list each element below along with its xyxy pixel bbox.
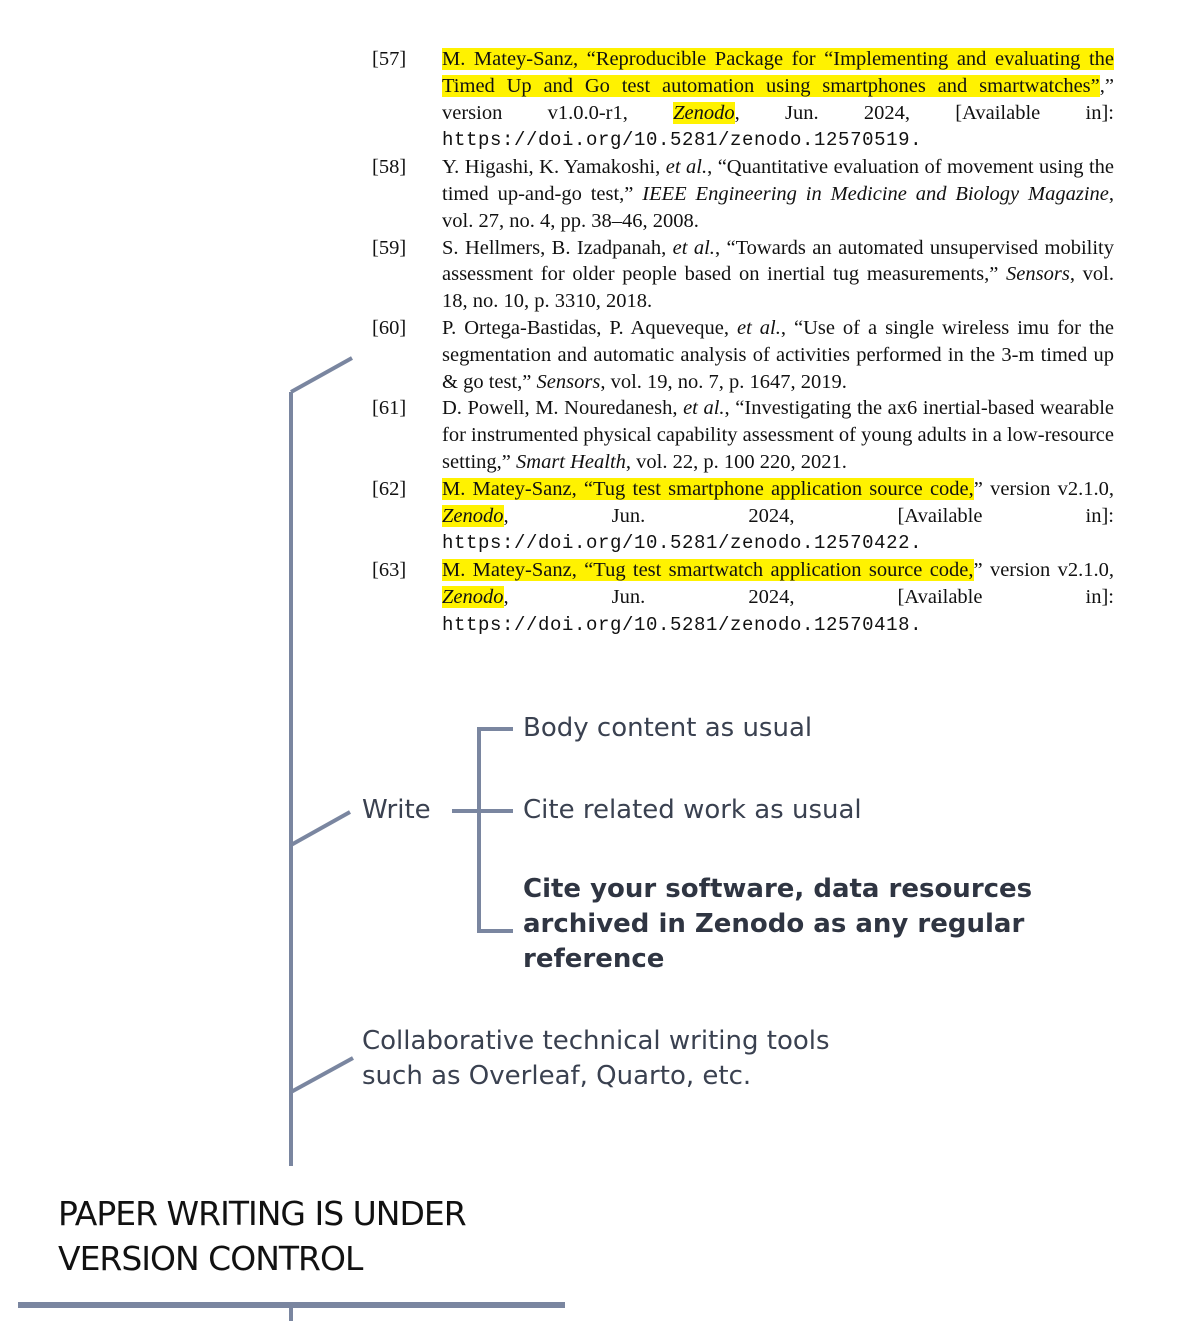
reference-number: [62] [372, 477, 407, 500]
venue: Zenodo [442, 585, 504, 608]
reference-number: [60] [372, 316, 407, 339]
reference-60: [60] P. Ortega-Bastidas, P. Aqueveque, et al., “Use of a single wireless imu for the segmentation and automatic analysis of activities performed in the 3-m timed up & go test,” Sensors, vol. 19, no. 7, p. 1647, 2019. [372, 315, 1114, 395]
venue: Zenodo [442, 504, 504, 527]
venue: Sensors [536, 370, 601, 393]
doi-link[interactable]: https://doi.org/10.5281/zenodo.12570519. [442, 129, 923, 152]
doi-link[interactable]: https://doi.org/10.5281/zenodo.12570422. [442, 532, 923, 555]
page-title: PAPER WRITING IS UNDER VERSION CONTROL [58, 1194, 466, 1278]
venue: Zenodo [673, 101, 735, 124]
venue: Smart Health [516, 450, 626, 473]
highlighted-citation: M. Matey-Sanz, “Tug test smartphone application source code, [442, 477, 974, 500]
reference-number: [59] [372, 236, 407, 259]
reference-61: [61] D. Powell, M. Nouredanesh, et al., “Investigating the ax6 inertial-based wearable for instrumented physical capability assessment of young adults in a low-resource setting,” Smart Health, vol. 22, p. 100 220, 2021. [372, 395, 1114, 475]
reference-57: [57] M. Matey-Sanz, “Reproducible Package for “Implementing and evaluating the Timed Up and Go test automation using smartphones and smartwatches”,” version v1.0.0-r1, Zenodo, Jun. 2024, [Available in]: https://doi.org/10.5281/zenodo.12570519. [372, 46, 1114, 154]
write-label: Write [362, 795, 431, 825]
write-item-cite-software: Cite your software, data resources archived in Zenodo as any regular reference [523, 874, 1033, 974]
tools-label: Collaborative technical writing tools such as Overleaf, Quarto, etc. [362, 1026, 830, 1091]
reference-58: [58] Y. Higashi, K. Yamakoshi, et al., “Quantitative evaluation of movement using the timed up-and-go test,” IEEE Engineering in Medicine and Biology Magazine, vol. 27, no. 4, pp. 38–46, 2008. [372, 154, 1114, 234]
doi-link[interactable]: https://doi.org/10.5281/zenodo.12570418. [442, 613, 923, 636]
reference-62: [62] M. Matey-Sanz, “Tug test smartphone application source code,” version v2.1.0, Zenodo, Jun. 2024, [Available in]: https://doi.org/10.5281/zenodo.12570422. [372, 476, 1114, 557]
reference-number: [61] [372, 397, 407, 420]
reference-number: [58] [372, 156, 407, 179]
write-item-cite-related: Cite related work as usual [523, 795, 862, 825]
branch-to-tools [291, 1058, 353, 1092]
highlighted-citation: M. Matey-Sanz, “Tug test smartwatch application source code, [442, 559, 974, 582]
reference-number: [57] [372, 48, 407, 70]
venue: IEEE Engineering in Medicine and Biology Magazine [642, 182, 1109, 205]
reference-63: [63] M. Matey-Sanz, “Tug test smartwatch application source code,” version v2.1.0, Zenodo, Jun. 2024, [Available in]: https://doi.org/10.5281/zenodo.12570418. [372, 557, 1114, 638]
branch-to-write [291, 812, 350, 845]
reference-number: [63] [372, 559, 407, 582]
write-item-body-content: Body content as usual [523, 713, 813, 743]
venue: Sensors [1006, 263, 1070, 286]
branch-to-references [291, 358, 352, 392]
reference-59: [59] S. Hellmers, B. Izadpanah, et al., “Towards an automated unsupervised mobility assessment for older people based on inertial tug measurements,” Sensors, vol. 18, no. 10, p. 3310, 2018. [372, 235, 1114, 315]
reference-list [372, 46, 1114, 639]
highlighted-citation: M. Matey-Sanz, “Reproducible Package for “Implementing and evaluating the Timed Up and Go test automation using smartphones and smartwatches” [442, 48, 1114, 97]
